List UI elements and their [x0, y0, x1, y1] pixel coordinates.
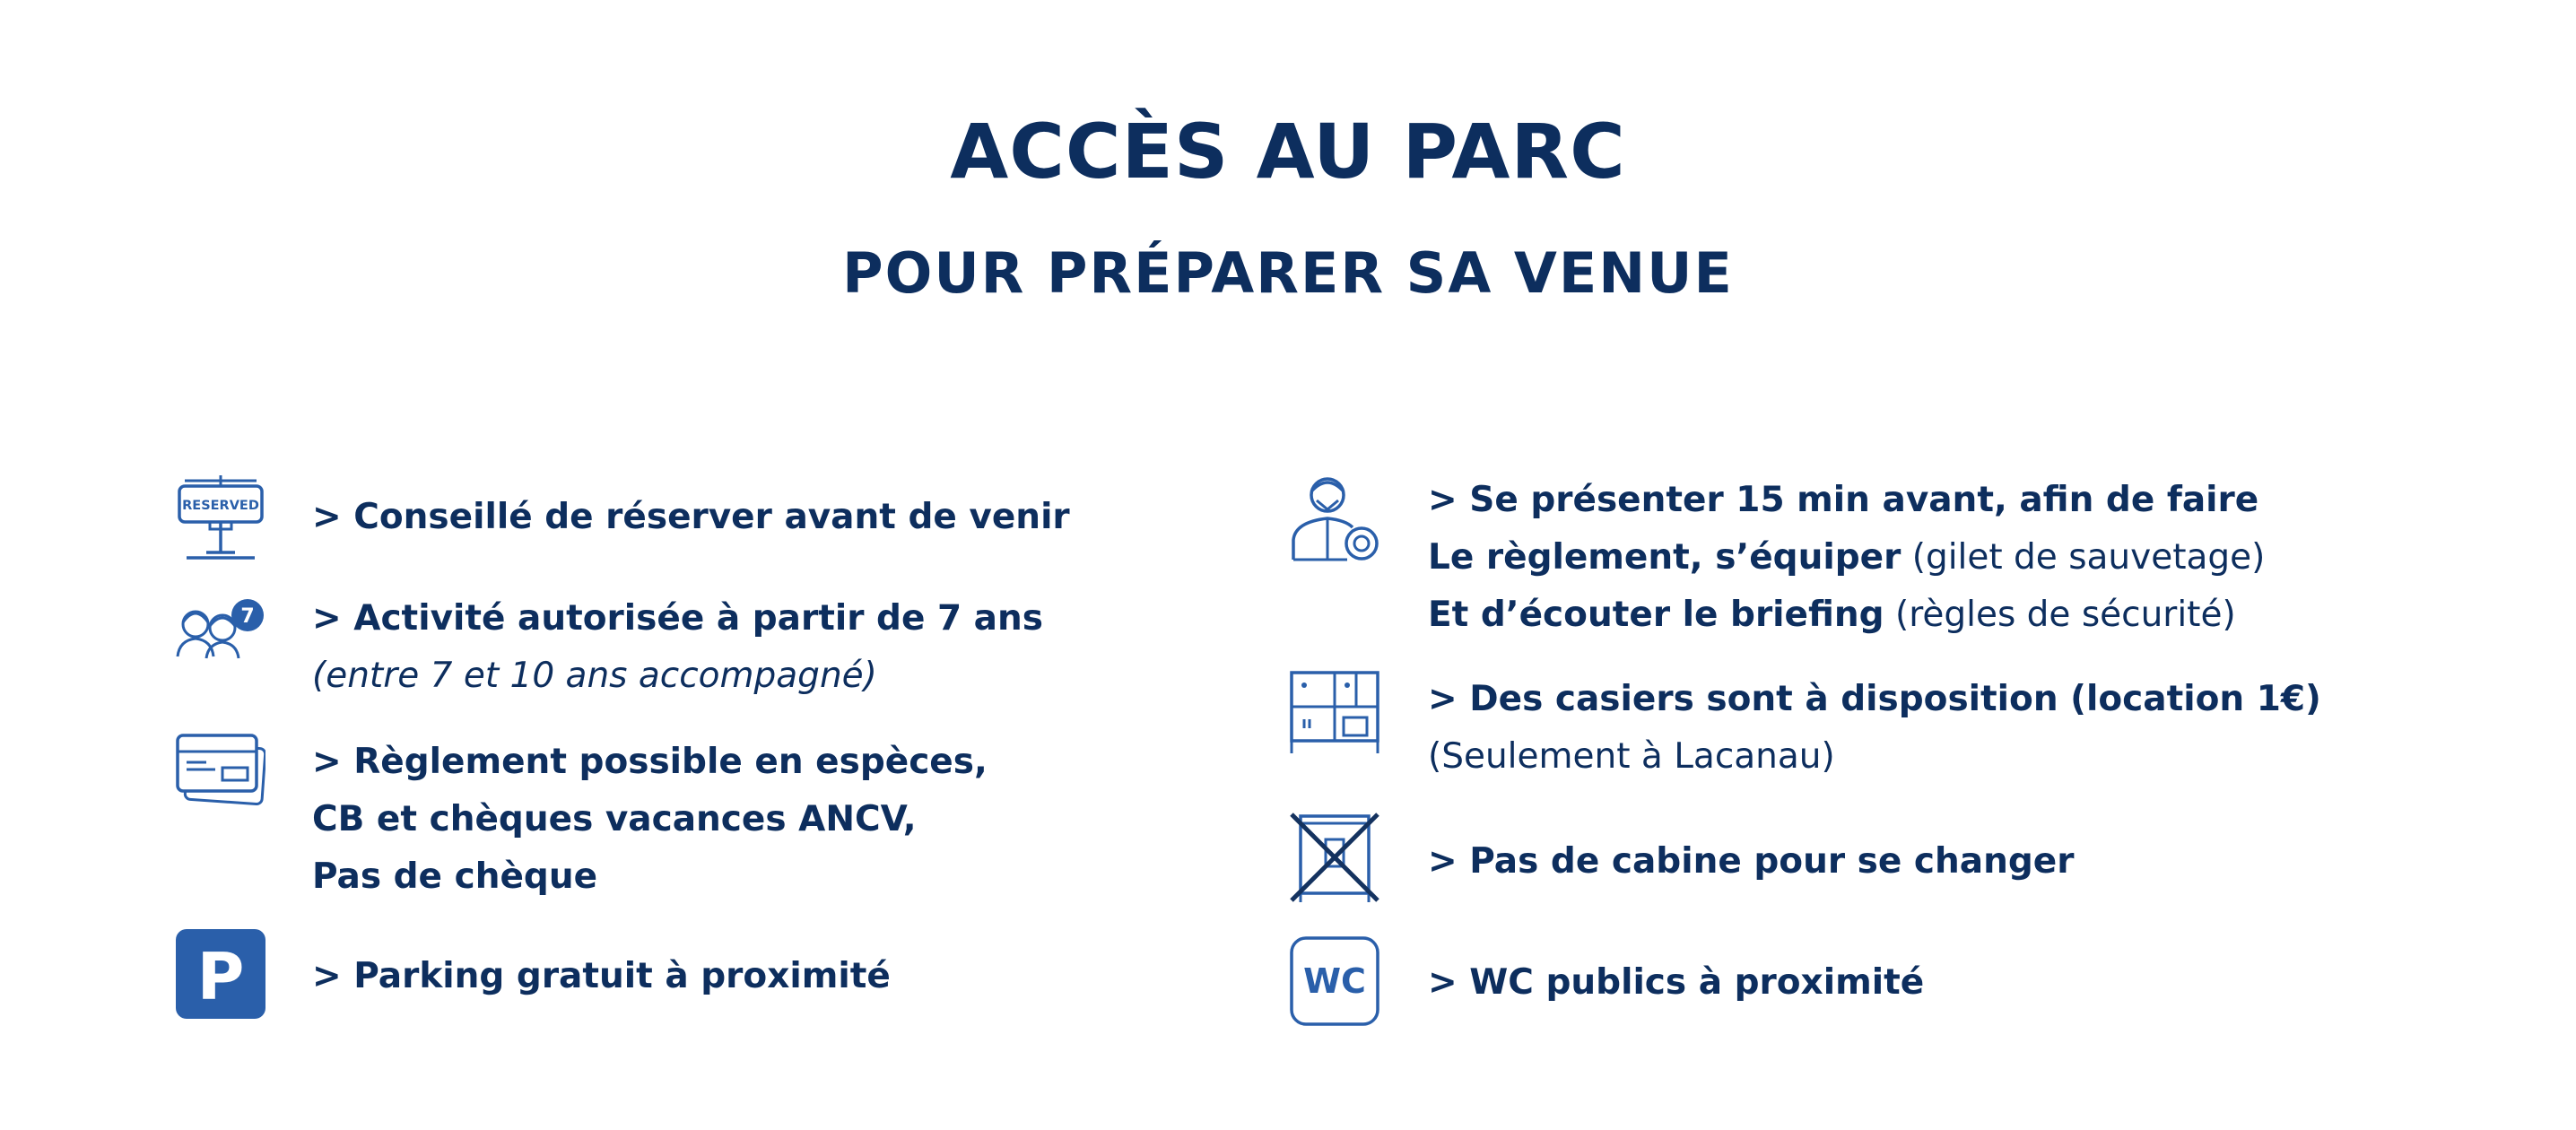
payment-text — [312, 734, 988, 906]
arrival-line-3-bold: Et d’écouter le briefing — [1428, 595, 1884, 635]
credit-card-icon — [176, 732, 265, 821]
cabin-line-1: > Pas de cabine pour se changer — [1428, 841, 2075, 882]
arrival-line-2-bold: Le règlement, s’équiper — [1428, 537, 1902, 578]
page-subtitle: POUR PRÉPARER SA VENUE — [842, 240, 1734, 306]
reserved-sign-icon — [176, 474, 265, 563]
svg-text:7: 7 — [240, 605, 255, 628]
payment-line-2: CB et chèques vacances ANCV, — [312, 799, 917, 839]
parking-line-1: > Parking gratuit à proximité — [312, 956, 891, 996]
payment-line-3: Pas de chèque — [312, 856, 598, 897]
parking-icon — [176, 929, 265, 1019]
no-cabin-icon — [1290, 813, 1379, 902]
wc-line-1: > WC publics à proximité — [1428, 962, 1925, 1003]
wc-icon — [1290, 936, 1379, 1026]
arrival-line-1: > Se présenter 15 min avant, afin de faire — [1428, 480, 2259, 520]
children-age-icon — [176, 599, 265, 689]
svg-text:RESERVED: RESERVED — [182, 499, 259, 513]
age-line-1: > Activité autorisée à partir de 7 ans — [312, 598, 1043, 639]
lockers-line-1: > Des casiers sont à disposition (location 1€) — [1428, 679, 2321, 719]
arrival-line-3-normal: (règles de sécurité) — [1884, 595, 2236, 635]
lockers-line-2: (Seulement à Lacanau) — [1428, 736, 1835, 777]
page-title: ACCÈS AU PARC — [950, 108, 1626, 196]
svg-text:P: P — [196, 939, 245, 1014]
payment-line-1: > Règlement possible en espèces, — [312, 742, 988, 782]
svg-text:WC: WC — [1303, 961, 1366, 1001]
age-line-2: (entre 7 et 10 ans accompagné) — [312, 656, 877, 696]
arrival-line-3 — [1428, 587, 2265, 644]
lockers-text — [1428, 671, 2321, 786]
wc-text — [1428, 954, 1924, 1012]
lockers-icon — [1290, 671, 1379, 761]
parking-text — [312, 948, 891, 1005]
lifeguard-icon — [1290, 472, 1379, 561]
arrival-text — [1428, 472, 2265, 644]
age-text — [312, 590, 1043, 705]
cabin-text — [1428, 833, 2074, 891]
arrival-line-2-normal: (gilet de sauvetage) — [1901, 537, 2266, 578]
arrival-line-2 — [1428, 529, 2265, 587]
reservation-line-1: > Conseillé de réserver avant de venir — [312, 497, 1070, 537]
reservation-text — [312, 489, 1070, 546]
